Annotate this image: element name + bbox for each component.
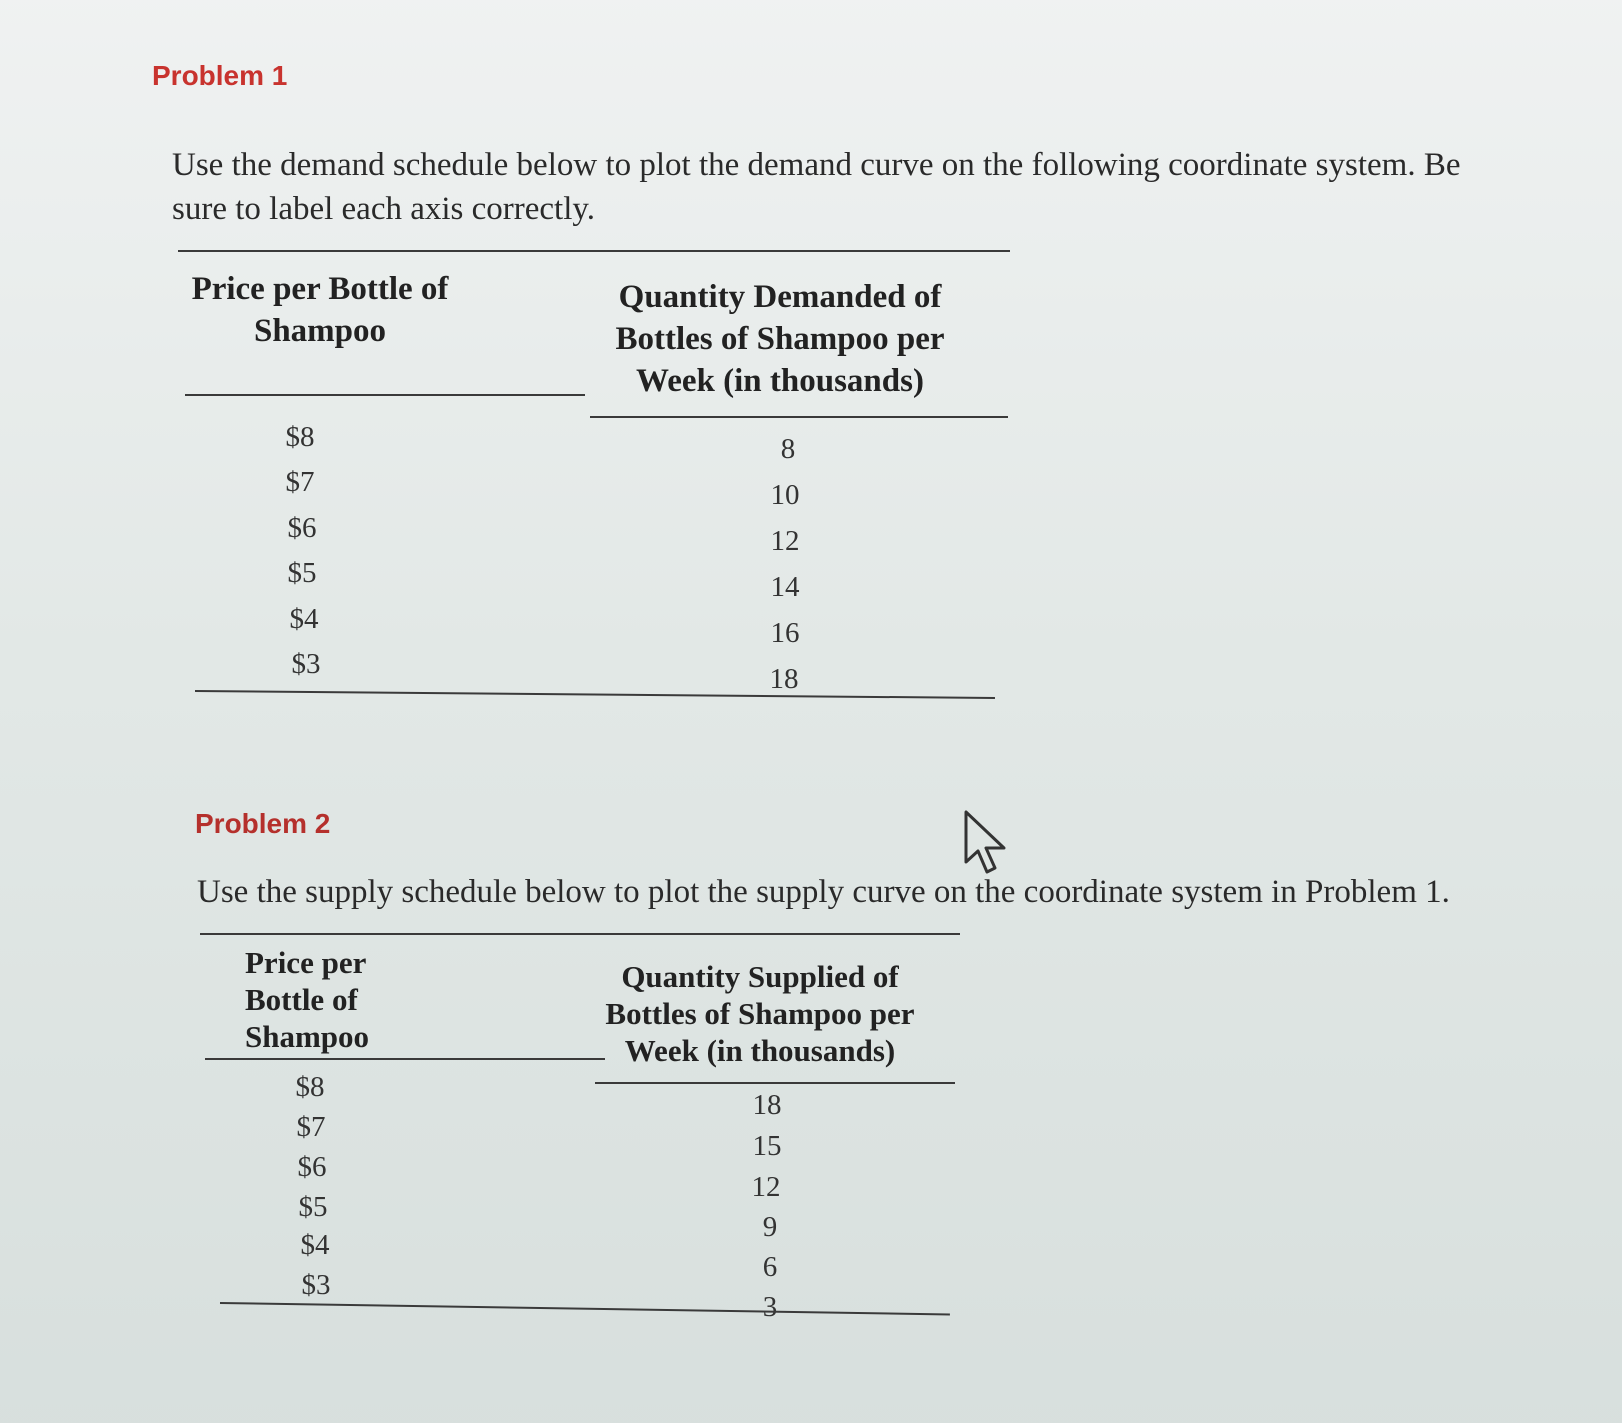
table-bottom-rule bbox=[220, 1302, 950, 1315]
supply-price-cell: $7 bbox=[296, 1111, 326, 1143]
supply-price-cell: $4 bbox=[300, 1229, 330, 1261]
header-rule-right bbox=[590, 416, 1008, 418]
demand-price-cell: $8 bbox=[285, 421, 315, 453]
demand-price-cell: $4 bbox=[289, 603, 319, 635]
supply-quantity-header: Quantity Supplied of Bottles of Shampoo per Week (in thousands) bbox=[605, 959, 915, 1068]
table-top-rule bbox=[178, 250, 1010, 252]
demand-price-cell: $3 bbox=[291, 648, 321, 680]
supply-price-cell: $3 bbox=[301, 1269, 331, 1301]
demand-quantity-cell: 14 bbox=[770, 571, 800, 603]
demand-quantity-cell: 18 bbox=[769, 663, 799, 695]
demand-quantity-cell: 16 bbox=[770, 617, 800, 649]
demand-quantity-cell: 10 bbox=[770, 479, 800, 511]
demand-price-cell: $7 bbox=[285, 466, 315, 498]
supply-quantity-cell: 12 bbox=[751, 1171, 781, 1203]
supply-quantity-cell: 3 bbox=[762, 1291, 778, 1323]
supply-quantity-cell: 18 bbox=[752, 1089, 782, 1121]
table-top-rule bbox=[200, 933, 960, 935]
demand-quantity-header: Quantity Demanded of Bottles of Shampoo per Week (in thousands) bbox=[615, 279, 945, 399]
demand-price-header: Price per Bottle of Shampoo bbox=[191, 271, 449, 349]
supply-price-cell: $5 bbox=[298, 1191, 328, 1223]
mouse-pointer-icon bbox=[962, 810, 1012, 876]
problem-1-heading: Problem 1 bbox=[152, 60, 288, 91]
header-rule-left bbox=[185, 394, 585, 396]
header-rule-left bbox=[205, 1058, 605, 1060]
supply-quantity-cell: 6 bbox=[762, 1251, 778, 1283]
supply-quantity-cell: 9 bbox=[762, 1211, 778, 1243]
problem-1-instructions: Use the demand schedule below to plot the demand curve on the following coordinate system. Be sure to label each axis correctly. bbox=[172, 147, 1461, 227]
header-rule-right bbox=[595, 1082, 955, 1084]
supply-price-cell: $8 bbox=[295, 1071, 325, 1103]
demand-price-cell: $5 bbox=[287, 557, 317, 589]
supply-quantity-cell: 15 bbox=[752, 1130, 782, 1162]
table-bottom-rule bbox=[195, 690, 995, 699]
problem-2-heading: Problem 2 bbox=[195, 808, 331, 839]
supply-price-cell: $6 bbox=[297, 1151, 327, 1183]
demand-quantity-cell: 12 bbox=[770, 525, 800, 557]
demand-price-cell: $6 bbox=[287, 512, 317, 544]
supply-price-header: Price per Bottle of Shampoo bbox=[245, 945, 370, 1054]
demand-quantity-cell: 8 bbox=[780, 433, 796, 465]
problem-2-instructions: Use the supply schedule below to plot the supply curve on the coordinate system in Problem 1. bbox=[197, 874, 1450, 910]
